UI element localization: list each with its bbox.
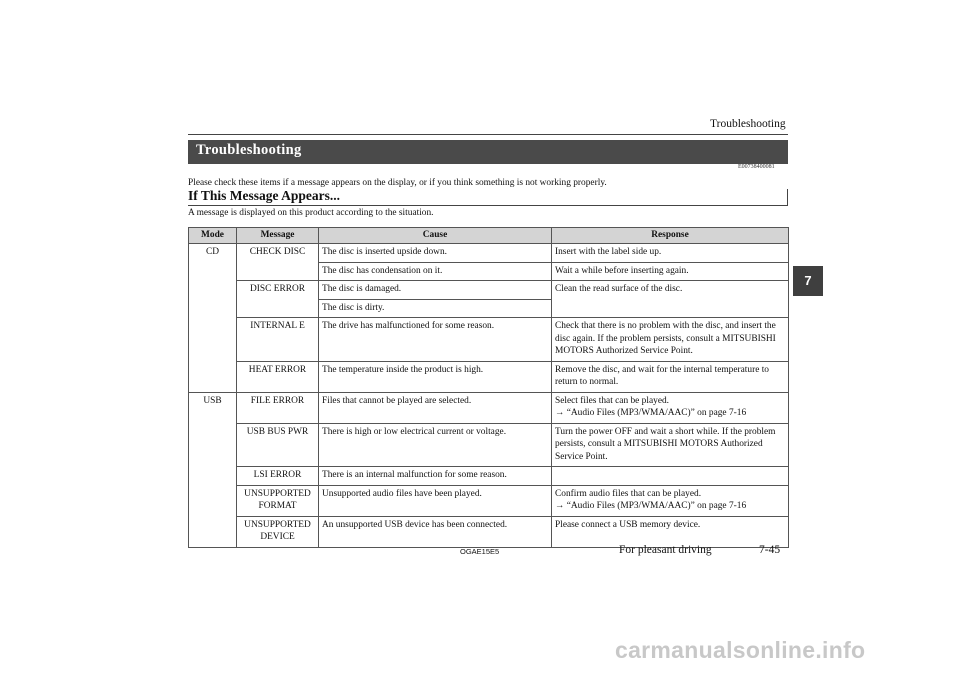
cause-cell: The temperature inside the product is high. [319,361,552,392]
cause-cell: There is high or low electrical current or voltage. [319,423,552,467]
cause-cell: The disc is dirty. [319,299,552,318]
table-row [189,516,789,547]
intro-text: Please check these items if a message appears on the display, or if you think something is not working properly. [188,178,607,188]
subsection-description: A message is displayed on this product according to the situation. [188,208,434,218]
subsection-rule [188,205,788,206]
table-row [189,392,789,423]
table-header-row [189,228,789,244]
page-number: 7-45 [759,544,781,556]
subsection-rule-end [787,189,788,205]
header-rule [188,134,788,135]
chapter-tab: 7 [793,266,823,296]
table-row [189,467,789,486]
message-cell: INTERNAL E [237,318,319,362]
header-message: Message [237,228,319,244]
table-row [189,485,789,516]
response-cell: Insert with the label side up. [552,244,789,263]
response-cell [552,392,789,423]
header-mode: Mode [189,228,237,244]
section-title: Troubleshooting [196,142,302,158]
section-banner [188,140,788,164]
cause-cell: Unsupported audio files have been played. [319,485,552,516]
message-table [188,227,789,548]
response-text: Confirm audio files that can be played. [555,488,702,499]
response-cell: Check that there is no problem with the disc, and insert the disc again. If the problem persists, consult a MITSUBISHI MOTORS Authorized Service Point. [552,318,789,362]
response-cell: Please connect a USB memory device. [552,516,789,547]
message-cell: DISC ERROR [237,281,319,318]
message-cell: HEAT ERROR [237,361,319,392]
message-cell: USB BUS PWR [237,423,319,467]
table-row [189,281,789,300]
cause-cell: There is an internal malfunction for some reason. [319,467,552,486]
watermark: carmanualsonline.info [615,637,866,663]
subsection-title: If This Message Appears... [188,188,341,203]
table-row [189,423,789,467]
table-row [189,244,789,263]
response-cell [552,467,789,486]
response-cell: Wait a while before inserting again. [552,262,789,281]
cause-cell: Files that cannot be played are selected. [319,392,552,423]
page-reference: → “Audio Files (MP3/WMA/AAC)” on page 7-16 [555,408,747,418]
header-cause: Cause [319,228,552,244]
response-cell: Clean the read surface of the disc. [552,281,789,318]
header-response: Response [552,228,789,244]
message-cell: LSI ERROR [237,467,319,486]
mode-cell: USB [189,392,237,547]
page-reference: → “Audio Files (MP3/WMA/AAC)” on page 7-16 [555,501,747,511]
cause-cell: The disc has condensation on it. [319,262,552,281]
cause-cell: The disc is damaged. [319,281,552,300]
footer-code: OGAE15E5 [460,547,500,556]
table-row [189,318,789,362]
cause-cell: An unsupported USB device has been connected. [319,516,552,547]
cause-cell: The disc is inserted upside down. [319,244,552,263]
message-cell: UNSUPPORTED FORMAT [237,485,319,516]
response-cell: Turn the power OFF and wait a short while. If the problem persists, consult a MITSUBISHI MOTORS Authorized Service Point. [552,423,789,467]
cause-cell: The drive has malfunctioned for some reason. [319,318,552,362]
section-code: E00738400081 [738,164,775,170]
response-cell: Remove the disc, and wait for the internal temperature to return to normal. [552,361,789,392]
message-cell: FILE ERROR [237,392,319,423]
footer-section: For pleasant driving [619,544,712,556]
message-cell: CHECK DISC [237,244,319,281]
response-cell [552,485,789,516]
response-text: Select files that can be played. [555,395,670,406]
running-header: Troubleshooting [710,118,786,130]
table-row [189,361,789,392]
mode-cell: CD [189,244,237,393]
message-cell: UNSUPPORTED DEVICE [237,516,319,547]
